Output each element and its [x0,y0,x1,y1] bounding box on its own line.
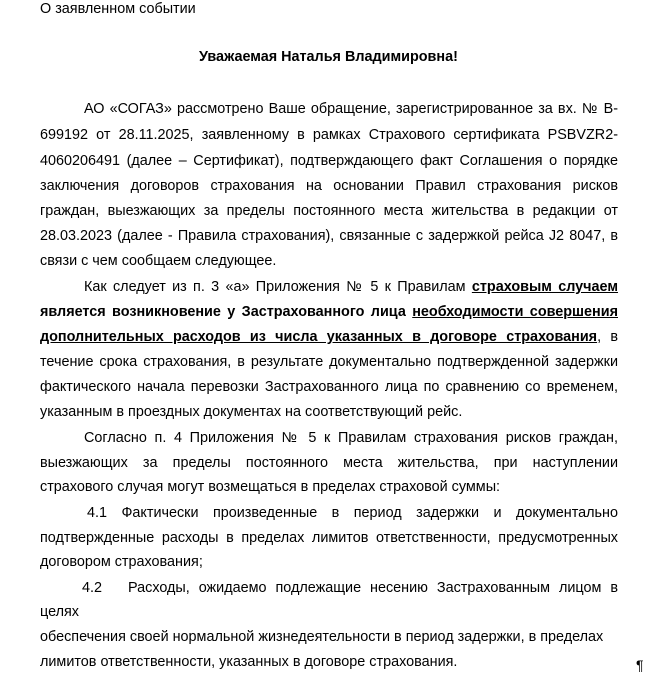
letter-subject: О заявленном событии [40,1,196,17]
paragraph2-line [84,278,618,296]
insured-event-emphasis: страховым случаем [471,279,619,295]
expenses-emphasis: дополнительных расходов из числа указанных в договоре страхования [40,329,598,345]
necessity-emphasis: необходимости совершения [412,304,618,320]
paragraph2-text: , в [597,329,618,345]
item-4-1-line: подтвержденные расходы в пределах лимитов ответственности, предусмотренных [40,530,618,546]
paragraph2-line [40,328,618,346]
paragraph1-line: АО «СОГАЗ» рассмотрено Ваше обращение, зарегистрированное за вх. № В- [84,101,618,117]
paragraph2-text: Как следует из п. 3 «а» Приложения № 5 к Правилам [84,279,472,295]
paragraph1-line: заключения договоров страхования на основании Правил страхования рисков [40,178,618,194]
item-4-2-line: лимитов ответственности, указанных в договоре страхования. [40,654,458,670]
paragraph3-line: выезжающих за пределы постоянного места жительства, при наступлении [40,455,618,471]
pilcrow-mark: ¶ [636,657,644,673]
paragraph3-line: страхового случая могут возмещаться в пределах страховой суммы: [40,479,501,495]
paragraph2-line: фактического начала перевозки Застрахованного лица по сравнению со временем, [40,379,618,395]
paragraph2-line [40,303,618,321]
item-4-2-number: 4.2 [82,580,103,596]
item-4-2-line: Расходы, ожидаемо подлежащие несению Застрахованным лицом в [128,580,618,596]
paragraph1-line: 28.03.2023 (далее - Правила страхования), связанные с задержкой рейса J2 8047, в [40,228,618,244]
item-4-1-line: 4.1 Фактически произведенные в период задержки и документально [87,505,618,521]
paragraph1-line: граждан, выезжающих за пределы постоянного места жительства в редакции от [40,203,618,219]
paragraph1-line: связи с чем сообщаем следующее. [40,253,277,269]
item-4-2-line: обеспечения своей нормальной жизнедеятельности в период задержки, в пределах [40,629,604,645]
paragraph2-line: указанным в проездных документах на соответствующий рейс. [40,404,463,420]
paragraph2-line: течение срока страхования, в результате документально подтвержденной задержки [40,354,618,370]
item-4-1-line: договором страхования; [40,554,203,570]
item-4-2-line: целях [40,604,79,620]
paragraph3-line: Согласно п. 4 Приложения № 5 к Правилам страхования рисков граждан, [84,430,618,446]
paragraph1-line: 699192 от 28.11.2025, заявленному в рамках Страхового сертификата PSBVZR2- [40,127,618,143]
letter-greeting: Уважаемая Наталья Владимировна! [199,49,458,65]
paragraph1-line: 4060206491 (далее – Сертификат), подтверждающего факт Соглашения о порядке [40,153,618,169]
paragraph2-bold-text: является возникновение у Застрахованного лица [40,304,413,320]
